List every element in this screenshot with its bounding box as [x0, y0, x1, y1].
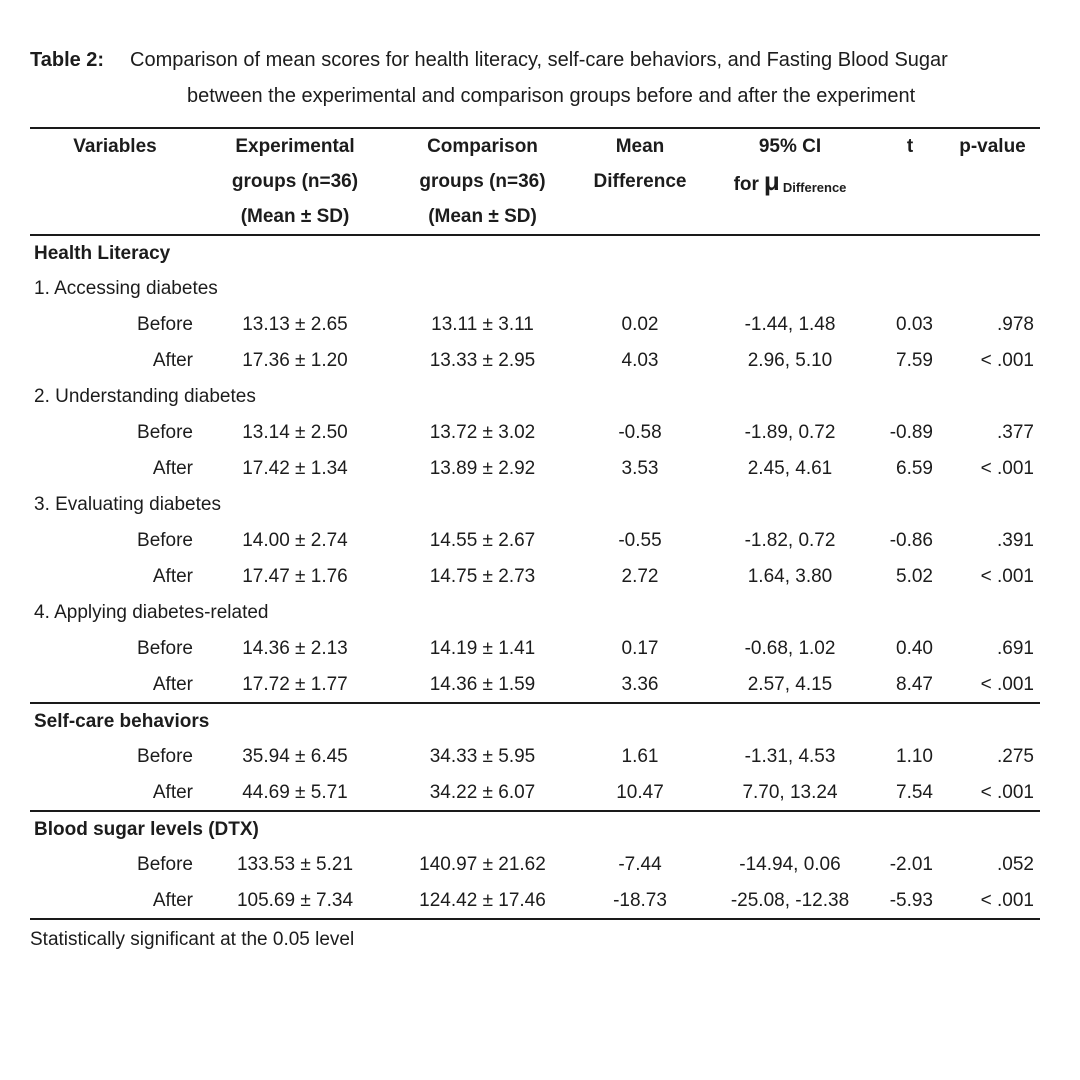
col-header-mean-difference-line1: Mean — [615, 136, 665, 157]
col-header-ci-line2 — [705, 164, 875, 203]
cell-p-value: < .001 — [945, 775, 1040, 811]
table-caption-text — [130, 42, 1050, 114]
ci-for-text: for — [733, 174, 759, 195]
cell-t: 8.47 — [875, 667, 945, 703]
col-header-t — [875, 128, 945, 235]
table-caption — [30, 42, 1050, 114]
item-row-applying — [30, 595, 1040, 631]
cell-ci: -1.82, 0.72 — [744, 530, 836, 551]
col-header-variables-label: Variables — [73, 136, 157, 157]
cell-p-value: .275 — [997, 746, 1034, 767]
cell-t: -5.93 — [889, 889, 933, 911]
cell-t: -2.01 — [889, 854, 933, 875]
section-label: Health Literacy — [34, 242, 171, 264]
col-header-t-label: t — [906, 136, 914, 157]
cell-t: -0.89 — [889, 422, 933, 443]
cell-ci: 7.70, 13.24 — [705, 775, 875, 811]
cell-experimental: 17.72 ± 1.77 — [200, 667, 390, 703]
cell-mean-difference: -18.73 — [613, 889, 667, 911]
cell-ci: -14.94, 0.06 — [739, 854, 841, 875]
cell-ci: -25.08, -12.38 — [730, 889, 850, 911]
table-footnote: Statistically significant at the 0.05 level — [30, 929, 355, 950]
cell-t: -0.86 — [889, 530, 933, 551]
row-label: After — [152, 458, 193, 479]
cell-mean-difference: 1.61 — [621, 746, 659, 767]
col-header-p-value-label: p-value — [959, 136, 1026, 157]
table-row — [30, 451, 1040, 487]
cell-p-value: < .001 — [945, 667, 1040, 703]
col-header-comparison — [390, 128, 575, 235]
cell-comparison: 13.33 ± 2.95 — [429, 350, 536, 371]
cell-ci: -0.68, 1.02 — [744, 638, 836, 659]
item-row-accessing — [30, 271, 1040, 307]
cell-mean-difference: 4.03 — [621, 350, 659, 371]
row-label: Before — [137, 638, 193, 659]
table-caption-label: Table 2: — [30, 49, 105, 71]
cell-ci: 2.57, 4.15 — [705, 667, 875, 703]
cell-comparison: 14.36 ± 1.59 — [390, 667, 575, 703]
row-label: After — [30, 667, 200, 703]
cell-p-value: .391 — [997, 530, 1034, 551]
row-label: After — [152, 566, 193, 587]
cell-mean-difference: 0.02 — [621, 314, 659, 335]
cell-mean-difference: 10.47 — [575, 775, 705, 811]
cell-p-value: .052 — [997, 854, 1034, 875]
row-label: After — [30, 775, 200, 811]
table-row — [30, 415, 1040, 451]
col-header-mean-difference-line2: Difference — [593, 171, 687, 192]
row-label: After — [152, 889, 193, 911]
cell-comparison: 14.75 ± 2.73 — [429, 566, 536, 587]
item-label: 3. Evaluating diabetes — [34, 494, 221, 515]
table-caption-line2: between the experimental and comparison groups before and after the experiment — [187, 85, 916, 107]
col-header-mean-difference — [575, 128, 705, 235]
cell-mean-difference: -0.55 — [618, 530, 662, 551]
col-header-experimental-line1: Experimental — [235, 136, 355, 157]
table-row — [30, 631, 1040, 667]
cell-comparison: 14.19 ± 1.41 — [429, 638, 536, 659]
cell-t: 7.54 — [875, 775, 945, 811]
cell-experimental: 44.69 ± 5.71 — [200, 775, 390, 811]
cell-experimental: 13.13 ± 2.65 — [242, 314, 348, 335]
row-label: Before — [137, 854, 193, 875]
section-row-health-literacy — [30, 235, 1040, 271]
cell-experimental: 17.42 ± 1.34 — [242, 458, 348, 479]
cell-t: 7.59 — [896, 350, 933, 371]
row-label: After — [152, 350, 193, 371]
cell-experimental: 17.47 ± 1.76 — [242, 566, 348, 587]
cell-p-value: < .001 — [980, 350, 1034, 371]
cell-mean-difference: -7.44 — [618, 854, 662, 875]
cell-comparison: 34.33 ± 5.95 — [429, 746, 536, 767]
cell-comparison: 14.55 ± 2.67 — [429, 530, 536, 551]
table-row — [30, 559, 1040, 595]
item-label: 4. Applying diabetes-related — [34, 602, 269, 623]
col-header-experimental-line2: groups (n=36) — [231, 171, 359, 192]
item-row-understanding — [30, 379, 1040, 415]
item-label: 1. Accessing diabetes — [34, 278, 218, 299]
cell-experimental: 17.36 ± 1.20 — [242, 350, 348, 371]
row-label: Before — [137, 530, 193, 551]
cell-mean-difference: 2.72 — [621, 566, 659, 587]
comparison-table — [30, 127, 1040, 920]
cell-ci: -1.31, 4.53 — [744, 746, 836, 767]
section-label: Self-care behaviors — [34, 710, 210, 732]
cell-mean-difference: 3.53 — [621, 458, 659, 479]
item-row-evaluating — [30, 487, 1040, 523]
header-row — [30, 128, 1040, 235]
col-header-comparison-line2: groups (n=36) — [419, 171, 546, 192]
section-row-self-care — [30, 703, 1040, 739]
cell-experimental: 105.69 ± 7.34 — [236, 889, 354, 911]
col-header-p-value — [945, 128, 1040, 235]
mu-subscript: Difference — [782, 180, 847, 195]
cell-comparison: 13.72 ± 3.02 — [429, 422, 536, 443]
table-row — [30, 667, 1040, 703]
mu-symbol: μ — [763, 166, 780, 196]
col-header-experimental-line3: (Mean ± SD) — [240, 206, 350, 227]
cell-experimental: 13.14 ± 2.50 — [242, 422, 348, 443]
item-label: 2. Understanding diabetes — [34, 386, 256, 407]
table-row — [30, 775, 1040, 811]
cell-p-value: .377 — [997, 422, 1034, 443]
cell-comparison: 13.11 ± 3.11 — [431, 314, 534, 335]
cell-experimental: 133.53 ± 5.21 — [236, 854, 354, 875]
col-header-comparison-line1: Comparison — [427, 136, 538, 157]
cell-comparison: 13.89 ± 2.92 — [429, 458, 536, 479]
table-row — [30, 307, 1040, 343]
col-header-ci — [705, 128, 875, 235]
row-label: Before — [137, 746, 193, 767]
cell-t: 0.40 — [896, 638, 933, 659]
row-label: Before — [137, 314, 193, 335]
cell-ci: -1.89, 0.72 — [744, 422, 836, 443]
col-header-ci-line1: 95% CI — [758, 136, 822, 157]
table-row — [30, 523, 1040, 559]
section-row-blood-sugar — [30, 811, 1040, 847]
cell-experimental: 14.36 ± 2.13 — [242, 638, 348, 659]
cell-comparison: 140.97 ± 21.62 — [419, 854, 546, 875]
cell-comparison: 34.22 ± 6.07 — [390, 775, 575, 811]
table-row — [30, 343, 1040, 379]
cell-t: 0.03 — [896, 314, 933, 335]
cell-mean-difference: 3.36 — [575, 667, 705, 703]
cell-ci: 2.96, 5.10 — [747, 350, 833, 371]
cell-ci: 2.45, 4.61 — [747, 458, 833, 479]
cell-comparison: 124.42 ± 17.46 — [419, 889, 546, 911]
cell-t: 1.10 — [896, 746, 933, 767]
cell-p-value: .691 — [997, 638, 1034, 659]
col-header-variables — [30, 128, 200, 235]
cell-experimental: 14.00 ± 2.74 — [242, 530, 348, 551]
row-label: Before — [137, 422, 193, 443]
cell-p-value: < .001 — [980, 889, 1034, 911]
cell-p-value: < .001 — [980, 458, 1034, 479]
table-row — [30, 739, 1040, 775]
cell-p-value: < .001 — [980, 566, 1034, 587]
col-header-experimental — [200, 128, 390, 235]
cell-experimental: 35.94 ± 6.45 — [242, 746, 348, 767]
table-caption-line1: Comparison of mean scores for health literacy, self-care behaviors, and Fasting Blood Sugar — [130, 49, 948, 71]
cell-mean-difference: 0.17 — [621, 638, 659, 659]
cell-mean-difference: -0.58 — [618, 422, 662, 443]
cell-p-value: .978 — [997, 314, 1034, 335]
cell-ci: 1.64, 3.80 — [747, 566, 833, 587]
col-header-comparison-line3: (Mean ± SD) — [428, 206, 537, 227]
table-row — [30, 883, 1040, 919]
table-row — [30, 847, 1040, 883]
section-label: Blood sugar levels (DTX) — [34, 818, 259, 840]
cell-t: 6.59 — [896, 458, 933, 479]
cell-ci: -1.44, 1.48 — [744, 314, 836, 335]
cell-t: 5.02 — [896, 566, 933, 587]
